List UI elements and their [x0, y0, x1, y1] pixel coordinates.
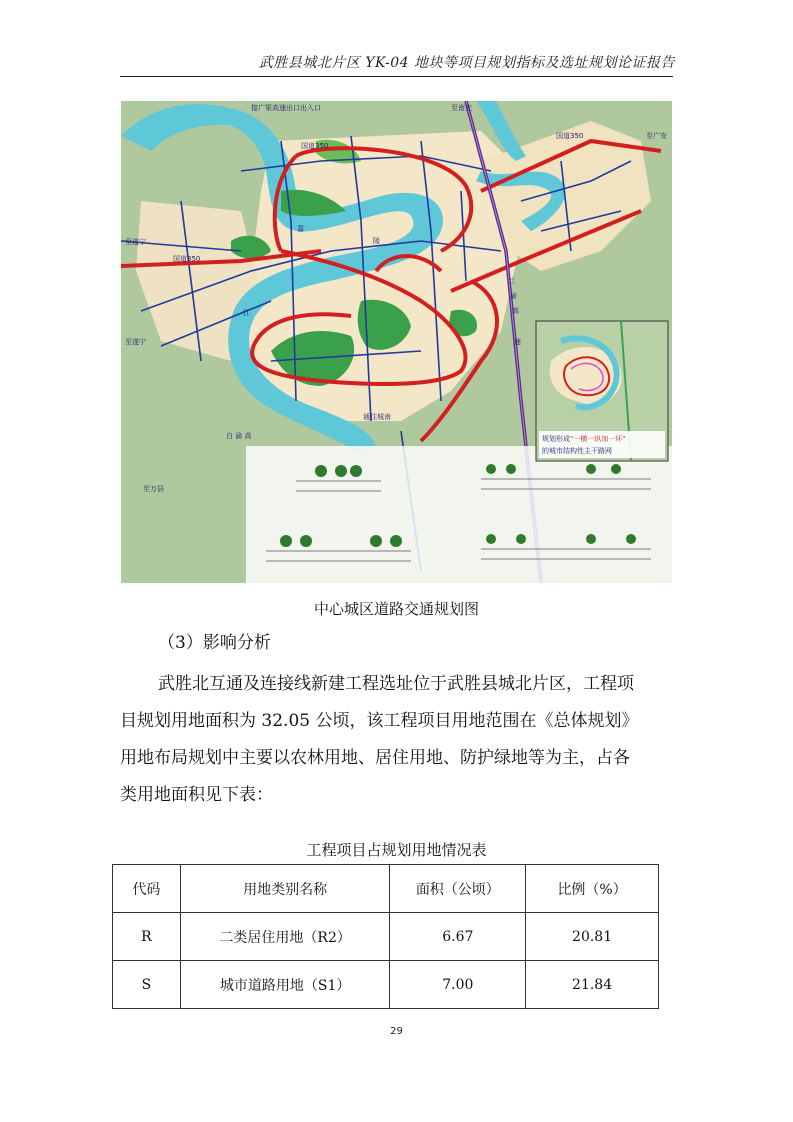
paragraph-line-2: 目规划用地面积为 32.05 公顷，该工程项目用地范围在《总体规划》 — [120, 711, 639, 731]
header-land-category: 用地类别名称 — [180, 865, 390, 913]
label-to-guangan: 至广安 — [646, 132, 667, 140]
paragraph-line-3: 用地布局规划中主要以农林用地、居住用地、防护绿地等为主，占各 — [120, 748, 630, 768]
page-number: 29 — [390, 1026, 403, 1037]
label-top-left-exit: 接广渠高速出口出入口 — [251, 104, 321, 112]
header-divider — [120, 76, 673, 77]
header-area: 面积（公顷） — [390, 865, 526, 913]
cell-code: R — [113, 913, 181, 961]
label-jialing-jiang: 江 — [243, 309, 250, 317]
cell-land-category: 城市道路用地（S1） — [180, 961, 390, 1009]
header-code: 代码 — [113, 865, 181, 913]
cell-code: S — [113, 961, 181, 1009]
label-highway-char-3: 高 — [512, 307, 519, 315]
inset-caption-line2: 的城市结构性主干路网 — [542, 447, 612, 455]
figure-caption: 中心城区道路交通规划图 — [313, 600, 479, 618]
table-header-row — [113, 865, 659, 913]
label-national-road-350-right: 国道350 — [556, 132, 584, 140]
label-national-road-350-left: 国道350 — [173, 255, 201, 263]
paragraph-line-1: 武胜北互通及连接线新建工程选址位于武胜县城北片区，工程项 — [158, 674, 634, 694]
analysis-paragraph — [120, 666, 680, 814]
inset-caption-line1: 规划形成"一横一纵加一环" — [542, 435, 626, 443]
page-header-title: 武胜县城北片区 YK-04 地块等项目规划指标及选址规划论证报告 — [258, 55, 675, 71]
table-row — [113, 961, 659, 1009]
label-jialing-jia: 嘉 — [297, 225, 304, 233]
cell-ratio: 20.81 — [526, 913, 659, 961]
map-graphic — [121, 101, 672, 583]
paragraph-line-4: 类用地面积见下表： — [120, 785, 273, 805]
table-row — [113, 913, 659, 961]
label-to-suining-2: 至遂宁 — [125, 338, 146, 346]
label-baiyu-highway: 白 渝 高 — [226, 432, 252, 440]
road-traffic-plan-map — [121, 101, 672, 583]
cell-area: 7.00 — [390, 961, 526, 1009]
cell-ratio: 21.84 — [526, 961, 659, 1009]
table-title: 工程项目占规划用地情况表 — [306, 841, 487, 859]
cell-area: 6.67 — [390, 913, 526, 961]
label-highway-char-1: 兰 — [508, 277, 515, 285]
land-use-table — [112, 864, 659, 1009]
label-to-suining-1: 至遂宁 — [125, 238, 146, 246]
header-ratio: 比例（%） — [526, 865, 659, 913]
section-heading: （3）影响分析 — [158, 633, 271, 653]
cell-land-category: 二类居住用地（R2） — [180, 913, 390, 961]
label-national-road-350-top: 国道350 — [301, 142, 329, 150]
label-jialing-ling: 陵 — [373, 237, 380, 245]
label-to-wanxian: 至万县 — [143, 485, 164, 493]
label-highway-char-4: 速 — [514, 338, 521, 346]
label-to-chengnan: 通往城南 — [363, 413, 391, 421]
label-to-nanchong: 至南充 — [451, 104, 472, 112]
label-highway-char-2: 渝 — [510, 292, 517, 300]
